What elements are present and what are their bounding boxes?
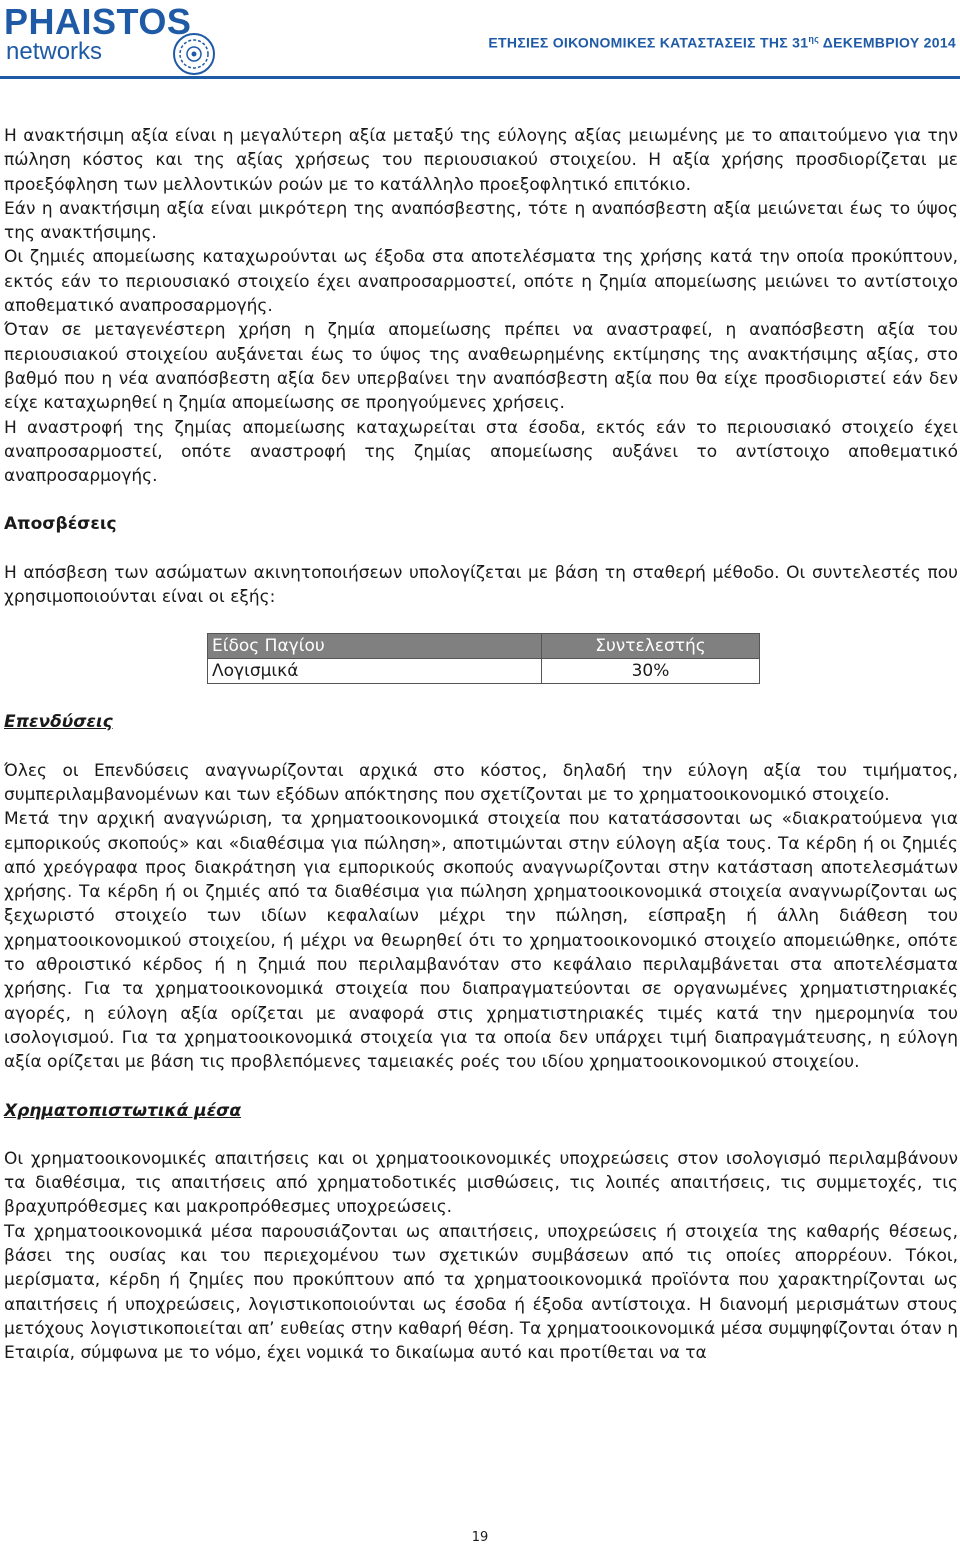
page-number: 19 xyxy=(471,1530,489,1545)
table-cell-rate: 30% xyxy=(542,659,760,684)
paragraph: Εάν η ανακτήσιμη αξία είναι μικρότερη της αναπόσβεστης, τότε η αναπόσβεστη αξία μειώνεται έως το ύψος της ανακτήσιμης. xyxy=(4,198,958,244)
section-heading-depreciation: Αποσβέσεις xyxy=(4,514,117,535)
table-row xyxy=(208,659,760,684)
company-logo xyxy=(4,2,244,74)
table-header-row xyxy=(208,634,760,659)
paragraph: Η ανακτήσιμη αξία είναι η μεγαλύτερη αξία μεταξύ της εύλογης αξίας μειωμένης με το απαιτούμενο για την πώληση κόστος και της αξίας χρήσεως του περιουσιακού στοιχείου. Η αξία χρήσης προσδιορίζεται με προεξόφληση των μελλοντικών ροών με το κατάλληλο προεξοφλητικό επιτόκιο. xyxy=(4,126,958,195)
paragraph: Οι ζημιές απομείωσης καταχωρούνται ως έξοδα στα αποτελέσματα της χρήσης κατά την οποία προκύπτουν, εκτός εάν το περιουσιακό στοιχείο έχει αναπροσαρμοστεί, οπότε η ζημία απομείωσης μειώνει το αντίστοιχο αποθεματικό αναπροσαρμογής. xyxy=(4,247,958,317)
logo-wordmark: PHAISTOS xyxy=(4,1,192,42)
paragraph: Η αναστροφή της ζημίας απομείωσης καταχωρείται στα έσοδα, εκτός εάν το περιουσιακό στοιχείο έχει αναπροσαρμοστεί, οπότε αναστροφή της ζημίας απομείωσης αυξάνει το αντίστοιχο αποθεματικό αναπροσαρμογής. xyxy=(4,417,958,487)
paragraph: Όλες οι Επενδύσεις αναγνωρίζονται αρχικά στο κόστος, δηλαδή την εύλογη αξία του τιμήματος, συμπεριλαμβανομένων και των εξόδων απόκτησης που σχετίζονται με το χρηματοοικονομικό στοιχείο. xyxy=(4,760,958,805)
page-header xyxy=(0,0,960,80)
table-cell-asset-type: Λογισμικά xyxy=(208,659,542,684)
phaistos-disc-icon xyxy=(172,32,216,76)
paragraph: Μετά την αρχική αναγνώριση, τα χρηματοοικονομικά στοιχεία που κατατάσσονται ως «διακρατούμενα για εμπορικούς σκοπούς» και «διαθέσιμα για πώληση», αποτιμώνται στην εύλογη αξία τους. Τα κέρδη ή οι ζημιές από χρεόγραφα προς διακράτηση για εμπορικούς σκοπούς αναγνωρίζονται στην κατάσταση αποτελεσμάτων χρήσης. Τα κέρδη ή οι ζημιές από τα διαθέσιμα για πώληση χρηματοοικονομικά στοιχεία αναγνωρίζονται ως ξεχωριστό στοιχείο των ιδίων κεφαλαίων μέχρι την πώληση, είσπραξη ή άλλη διάθεση του χρηματοοικονομικού στοιχείου, ή μέχρι να θεωρηθεί ότι το χρηματοοικονομικό στοιχείο απομειώθηκε, οπότε το αθροιστικό κέρδος ή η ζημιά που περιλαμβανόταν στο κεφάλαιο περιλαμβάνεται στα αποτελέσματα χρήσης. Για τα χρηματοοικονομικά στοιχεία που διαπραγματεύονται σε οργανωμένες χρηματιστηριακές αγορές, η εύλογη αξία ορίζεται με αναφορά στις χρηματιστηριακές τιμές κατά την ημερομηνία του ισολογισμού. Για τα χρηματοοικονομικά στοιχεία για τα οποία δεν υπάρχει τιμή διαπραγμάτευσης, η εύλογη αξία ορίζεται με βάση τις προβλεπόμενες ταμειακές ροές του ιδίου χρηματοοικονομικού στοιχείου. xyxy=(4,809,958,1073)
paragraph: Όταν σε μεταγενέστερη χρήση η ζημία απομείωσης πρέπει να αναστραφεί, η αναπόσβεστη αξία του περιουσιακού στοιχείου αυξάνεται έως το ύψος της αναθεωρημένης εκτίμησης της ανακτήσιμης αξίας, στο βαθμό που η νέα αναπόσβεστη αξία δεν υπερβαίνει την αναπόσβεστη αξία που θα είχε προσδιοριστεί εάν δεν είχε καταχωρηθεί η ζημία απομείωσης σε προηγούμενες χρήσεις. xyxy=(4,320,958,414)
column-header-rate: Συντελεστής xyxy=(542,634,760,659)
paragraph: Η απόσβεση των ασώματων ακινητοποιήσεων υπολογίζεται με βάση τη σταθερή μέθοδο. Οι συντελεστές που χρησιμοποιούνται είναι οι εξής: xyxy=(4,562,958,608)
document-body xyxy=(4,124,958,1365)
depreciation-rates-table xyxy=(207,633,760,684)
paragraph: Τα χρηματοοικονομικά μέσα παρουσιάζονται ως απαιτήσεις, υποχρεώσεις ή στοιχεία της καθαρής θέσεως, βάσει της ουσίας και του περιεχομένου των σχετικών συμβάσεων από τις οποίες απορρέουν. Τόκοι, μερίσματα, κέρδη ή ζημίες που προκύπτουν από τα χρηματοοικονομικά προϊόντα που χαρακτηρίζονται ως απαιτήσεις ή υποχρεώσεις, λογιστικοποιούνται ως έσοδα ή έξοδα αντίστοιχα. Η διανομή μερισμάτων στους μετόχους λογιστικοποιείται απ’ ευθείας στην καθαρή θέση. Τα χρηματοοικονομικά μέσα συμψηφίζονται όταν η Εταιρία, σύμφωνα με το νόμο, έχει νομικά το δικαίωμα αυτό και προτίθεται να τα xyxy=(4,1221,958,1364)
section-heading-investments: Επενδύσεις xyxy=(4,712,113,733)
column-header-asset-type: Είδος Παγίου xyxy=(208,634,542,659)
report-title: ΕΤΗΣΙΕΣ ΟΙΚΟΝΟΜΙΚΕΣ ΚΑΤΑΣΤΑΣΕΙΣ ΤΗΣ $31^{\eta\varsigma}$ ΔΕΚΕΜΒΡΙΟΥ 2014 xyxy=(488,34,956,51)
section-heading-financial-instruments: Χρηματοπιστωτικά μέσα xyxy=(4,1100,242,1121)
header-divider xyxy=(0,76,960,79)
logo-subtitle: networks xyxy=(6,38,103,65)
paragraph: Οι χρηματοοικονομικές απαιτήσεις και οι χρηματοοικονομικές υποχρεώσεις στον ισολογισμό περιλαμβάνουν τα διαθέσιμα, τις απαιτήσεις από χρηματοδοτικές μισθώσεις, τις λοιπές απαιτήσεις, τις συμμετοχές, τις βραχυπρόθεσμες και μακροπρόθεσμες υποχρεώσεις. xyxy=(4,1148,958,1218)
